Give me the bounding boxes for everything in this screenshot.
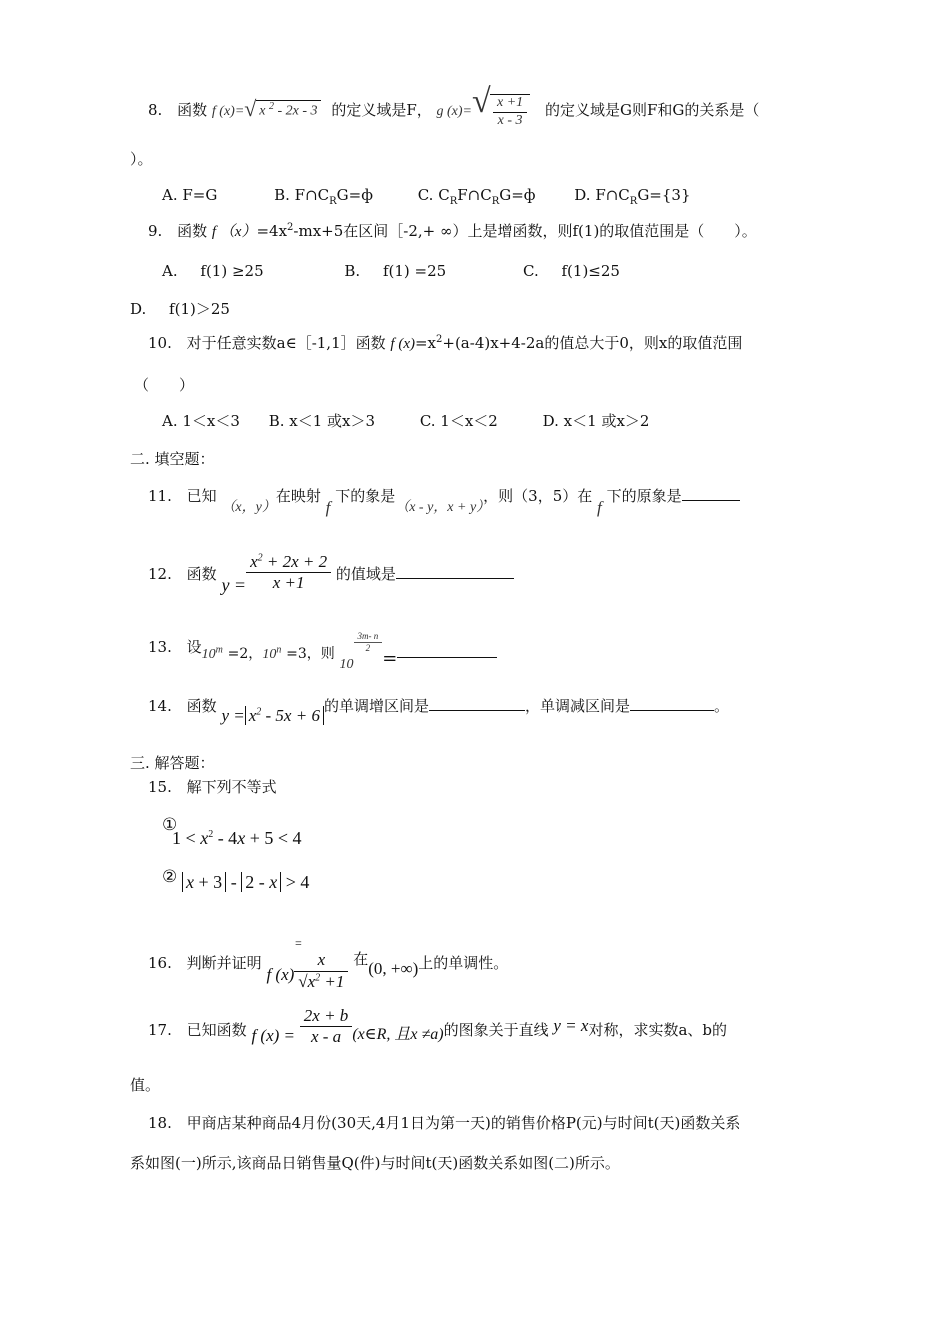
q17-number: 17. <box>148 1020 172 1039</box>
q10-opt-d: D. x＜1 或x＞2 <box>542 412 650 430</box>
q14-decrease-blank[interactable] <box>630 696 714 711</box>
q8-sqrt-1: √ x $^2$ - 2x - 3 <box>244 100 320 120</box>
q14-text-4: 。 <box>713 697 729 715</box>
q9-opt-c: f(1)≤25 <box>561 262 620 280</box>
q9-text-b: =4x <box>256 222 288 240</box>
q17-line <box>148 1006 727 1048</box>
q9-line: 9. 函数 f $(x)=4x^2-mx+5$在区间［-2,+ ∞）上是增函数，则f(1)的取值范围是（ ）。 <box>148 222 757 240</box>
q15-circle-2: ② <box>162 867 178 887</box>
q11-image: （x - y，x + y） <box>395 500 484 515</box>
q9-opt-d-label: D. <box>130 300 147 318</box>
q18-text-1: 甲商店某种商品4月份(30天,4月1日为第一天)的销售价格P(元)与时间t(天)函数关系 <box>186 1114 741 1132</box>
q9-opt-d: f(1)＞25 <box>169 300 230 318</box>
q9-fx: f （x） <box>211 224 257 240</box>
q18-line-1 <box>148 1114 740 1132</box>
q13-10m: 10$^m$ <box>201 644 223 662</box>
q11-pair: （x，y） <box>221 500 276 515</box>
q8-cont: ）。 <box>130 150 153 168</box>
q11-text-4: ，则（3，5）在 <box>483 487 593 505</box>
q15-ineq-2: x + 3 - 2 - x > 4 <box>182 872 309 892</box>
q8-gx: g (x)= <box>436 104 473 120</box>
q14-text-1: 函数 <box>186 697 217 715</box>
q8-fx: f (x)= <box>211 104 245 120</box>
q15-number: 15. <box>148 778 172 796</box>
section-2-heading: 二. 填空题： <box>130 450 215 468</box>
q16-text-1: 判断并证明 <box>186 954 262 973</box>
q14-number: 14. <box>148 697 172 715</box>
q9-opt-b-label: B. <box>344 262 361 280</box>
q8-opt-d: D. $F\cap C_RG=\{3\}$ <box>574 186 691 207</box>
q13-answer-blank[interactable] <box>397 643 497 658</box>
q11-text-5: 下的原象是 <box>606 487 682 505</box>
q8-opt-c: C. $C_RF\cap C_RG=ф$ <box>417 186 536 207</box>
q11-f-2: f <box>597 498 602 517</box>
q14-increase-blank[interactable] <box>429 696 525 711</box>
q9-opt-b: f(1) =25 <box>382 262 447 280</box>
q17-fx: f (x) = <box>251 1025 295 1045</box>
q9-text-a: 函数 <box>177 222 208 240</box>
q8-text-3: 的定义域是G则F和G的关系是（ <box>544 101 760 120</box>
q10-options <box>162 412 649 430</box>
q13-line <box>148 630 497 672</box>
q10-text-a: 对于任意实数a∈［-1,1］函数 <box>186 334 386 352</box>
q8-options <box>162 186 691 208</box>
q9-opt-a: f(1) ≥25 <box>200 262 264 280</box>
q14-text-2: 的单调增区间是 <box>323 697 429 715</box>
q9-number: 9. <box>148 222 163 240</box>
q9-opt-c-label: C. <box>523 262 539 280</box>
q16-number: 16. <box>148 954 172 973</box>
q17-cont: 值。 <box>130 1076 161 1094</box>
q12-text-2: 的值域是 <box>335 564 396 583</box>
q10-fx: f (x) <box>390 336 415 352</box>
q16-fx: f (x) <box>266 965 295 985</box>
q13-equals: = <box>382 648 398 669</box>
q11-number: 11. <box>148 487 172 505</box>
q11-text-3: 下的象是 <box>335 487 396 505</box>
q12-text-1: 函数 <box>186 564 217 583</box>
q10-text-c: +(a-4)x+4-2a的值总大于0，则x的取值范围 <box>442 334 743 352</box>
q17-fraction: $\frac{2x + b}{x - a}$ <box>300 1006 353 1048</box>
q11-answer-blank[interactable] <box>682 486 740 501</box>
q15-ineq-1: $1 < x^2 - 4x + 5 < 4$ <box>172 828 302 848</box>
q15-part-2 <box>162 866 310 892</box>
q12-fraction: $\frac{x^2 + 2x + 2}{x +1}$ <box>246 552 331 594</box>
q8-text-2: 的定义域是F， <box>331 101 432 120</box>
q13-10n: 10$^n$ <box>262 644 282 662</box>
q13-exponent-fraction: $\frac{3m- n}{2}$ <box>354 631 383 654</box>
q10-number: 10. <box>148 334 172 352</box>
q17-condition: (x∈R, 且x ≠a) <box>352 1025 444 1043</box>
q11-text-1: 已知 <box>186 487 217 505</box>
q11-f-1: f <box>325 498 331 517</box>
q13-text-1: 设 <box>186 638 202 656</box>
q11-line <box>148 486 740 517</box>
q18-line-2: 系如图(一)所示,该商品日销售量Q(件)与时间t(天)函数关系如图(二)所示。 <box>130 1154 620 1172</box>
q13-text-3: =3，则 <box>286 646 335 662</box>
q18-number: 18. <box>148 1114 172 1132</box>
q17-text-1: 已知函数 <box>186 1020 247 1039</box>
q13-text-2: =2， <box>227 646 263 662</box>
q9-options <box>162 262 620 280</box>
q10-opt-a: A. 1＜x＜3 <box>162 412 240 430</box>
q15-line <box>148 778 277 796</box>
q8-number: 8. <box>148 101 163 120</box>
q16-interval: (0, +∞) <box>368 959 419 979</box>
q11-text-2: 在映射 <box>275 487 321 505</box>
q15-text-1: 解下列不等式 <box>186 778 277 796</box>
q16-text-2: 在 <box>353 950 369 969</box>
q10-opt-c: C. 1＜x＜2 <box>419 412 498 430</box>
q17-text-3: 对称，求实数a、b的 <box>588 1020 727 1039</box>
q14-expr: $y = x^2 - 5x + 6$ <box>221 706 324 725</box>
q10-text-b: =x <box>414 334 437 352</box>
q12-line <box>148 552 514 595</box>
q13-number: 13. <box>148 638 172 656</box>
q8-opt-a: A. F=G <box>162 186 218 204</box>
q9-opt-a-label: A. <box>162 262 178 280</box>
q14-line <box>148 696 729 725</box>
q12-answer-blank[interactable] <box>396 564 514 579</box>
q14-text-3: ，单调减区间是 <box>524 697 630 715</box>
q10-line: 10. 对于任意实数a∈［-1,1］函数 f $(x)=x^2+(a-4)x+4-2a$的值总大于0，则x的取值范围 <box>148 334 743 352</box>
q8-opt-b: B. $F\cap C_RG=ф$ <box>274 186 373 207</box>
q8-line <box>148 83 760 130</box>
q9-option-d <box>130 300 230 318</box>
q16-fraction: = x $√x^2 +1$ <box>294 936 348 992</box>
q16-text-3: 上的单调性。 <box>418 954 509 973</box>
q15-part-1 <box>162 814 312 848</box>
q10-cont: （ ） <box>134 376 195 394</box>
q10-opt-b: B. x＜1 或x＞3 <box>268 412 376 430</box>
q8-sqrt-2: √ $\frac{x +1}{x - 3}$ <box>472 94 530 130</box>
q16-line <box>148 936 508 992</box>
q13-exponent-expr: 10 <box>339 657 354 672</box>
q17-text-2: 的图象关于直线 <box>443 1020 549 1039</box>
q9-text-c: -mx+5在区间［-2,+ ∞）上是增函数，则f(1)的取值范围是（ ）。 <box>293 222 757 240</box>
q8-text-1: 函数 <box>177 101 208 120</box>
q17-line-eq: y = x <box>553 1015 589 1035</box>
q12-number: 12. <box>148 564 172 583</box>
q15-circle-1: ① <box>162 815 178 835</box>
q12-y: y = <box>221 574 247 595</box>
section-3-heading: 三. 解答题： <box>130 754 215 772</box>
